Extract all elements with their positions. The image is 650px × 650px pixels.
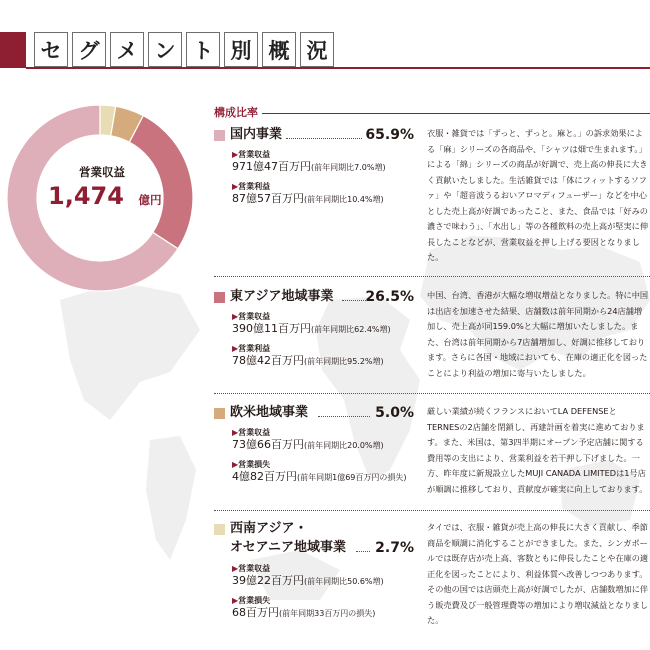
segment-domestic [214, 126, 650, 276]
metric-note: (前年同期比62.4%増) [311, 325, 391, 334]
segment-percentage: 5.0% [375, 405, 414, 421]
donut-center-value: 1,474 [48, 182, 124, 210]
title-char: 別 [224, 32, 258, 67]
title-char: グ [72, 32, 106, 67]
metric-note: (前年同期比10.4%増) [304, 195, 384, 204]
composition-label: 構成比率 [214, 104, 262, 120]
segment-description: 厳しい業績が続くフランスにおいてLA DEFENSEとTERNESの2店舗を閉鎖し、再建計画を着実に進めております。また、米国は、第3四半期にオープン予定店舗に関する費用等の支出により、営業利益を若干押し下げました。一方、昨年度に新規設立したMUJI CANADA LIMITEDは1号店が順調に推移しており、貢献度が確実に向上しております。 [427, 406, 648, 494]
metric-loss: ▶営業損失 4億82百万円(前年同期1億69百万円の損失) [232, 460, 407, 483]
segment-header [214, 288, 414, 306]
metric-value: 390億11百万円 [232, 322, 311, 335]
metric-note: (前年同期比20.0%増) [304, 441, 384, 450]
segment-name-line-2: オセアニア地域事業 [230, 540, 346, 555]
metric-label: 営業損失 [238, 596, 271, 605]
metric-revenue: ▶営業収益 39億22百万円(前年同期比50.6%増) [232, 564, 384, 587]
segment-southwest-asia-oceania [214, 520, 650, 646]
segment-east-asia [214, 288, 650, 393]
metric-label: 営業利益 [238, 344, 271, 353]
metric-value: 971億47百万円 [232, 160, 311, 173]
title-accent-block [0, 32, 26, 68]
title-char: ト [186, 32, 220, 67]
metric-note: (前年同期33百万円の損失) [279, 609, 376, 618]
title-char: ン [148, 32, 182, 67]
segment-name-line-1: 西南アジア・ [230, 521, 308, 536]
segment-color-square [214, 292, 225, 303]
composition-donut-chart [0, 98, 200, 298]
metric-value: 78億42百万円 [232, 354, 304, 367]
leader-dots [286, 138, 362, 139]
segment-name: 東アジア地域事業 [230, 289, 334, 304]
title-underline [26, 67, 650, 69]
metric-revenue: ▶営業収益 73億66百万円(前年同期比20.0%増) [232, 428, 384, 451]
segment-percentage: 65.9% [365, 127, 414, 143]
segment-header [214, 404, 414, 422]
metric-note: (前年同期1億69百万円の損失) [297, 473, 407, 482]
title-char: セ [34, 32, 68, 67]
leader-dots [342, 300, 366, 301]
metric-loss: ▶営業損失 68百万円(前年同期33百万円の損失) [232, 596, 376, 619]
donut-center-unit: 億円 [138, 193, 162, 207]
donut-center-label: 営業収益 [79, 165, 125, 179]
metric-label: 営業収益 [238, 312, 271, 321]
segment-color-square [214, 524, 225, 535]
section-title-bar [0, 32, 650, 70]
segment-percentage: 2.7% [375, 540, 414, 556]
segment-description: 衣服・雑貨では「ずっと、ずっと。麻と。」の訴求効果による「麻」シリーズの各商品や、「シャツは畑で生まれます。」による「綿」シリーズの商品が好調で、売上高の伸長に大きく貢献いたしました。生活雑貨では「体にフィットするソファ」や「超音波うるおいアロマディフューザー」などを中心とした売上高が好調であったこと、また、食品では「好みの濃さで味わう」、「水出し」等の各種飲料の売上高が堅実に伸長したことなどが、営業収益を押し上げる要因となりました。 [427, 128, 649, 262]
metric-value: 4億82百万円 [232, 470, 297, 483]
title-char: 概 [262, 32, 296, 67]
segment-description: 中国、台湾、香港が大幅な増収増益となりました。特に中国は出店を加速させた結果、店舗数は前年同期から24店舗増加し、売上高が同159.0%と大幅に増加いたしました。また、台湾は前年同期から7店舗増加し、好調に推移しております。さらに各国・地域においても、在庫の適正化を図ったことにより利益の増加に寄与いたしました。 [427, 290, 649, 378]
metric-profit: ▶営業利益 87億57百万円(前年同期比10.4%増) [232, 182, 384, 205]
segment-divider [214, 393, 650, 394]
metric-note: (前年同期比95.2%増) [304, 357, 384, 366]
metric-value: 87億57百万円 [232, 192, 304, 205]
donut-slice-1 [129, 116, 193, 249]
segment-header [214, 126, 414, 144]
segment-description: タイでは、衣服・雑貨が売上高の伸長に大きく貢献し、季節商品を順調に消化することができました。また、シンガポールでは既存店が売上高、客数ともに伸長したことや在庫の適正化を図ったことにより、利益体質へ改善しつつあります。その他の国では店頭売上高が好調でしたが、店舗数増加に伴う販売費及び一般管理費等の増加により増収減益となりました。 [427, 522, 649, 625]
segment-percentage: 26.5% [365, 289, 414, 305]
segment-europe-america [214, 404, 650, 509]
segment-color-square [214, 130, 225, 141]
metric-profit: ▶営業利益 78億42百万円(前年同期比95.2%増) [232, 344, 384, 367]
segment-header [214, 520, 414, 558]
segment-name: 欧米地域事業 [230, 405, 309, 420]
metric-value: 68百万円 [232, 606, 279, 619]
metric-revenue: ▶営業収益 390億11百万円(前年同期比62.4%増) [232, 312, 391, 335]
segment-divider [214, 276, 650, 277]
metric-label: 営業収益 [238, 564, 271, 573]
segment-name: 国内事業 [230, 127, 283, 142]
metric-value: 73億66百万円 [232, 438, 304, 451]
composition-rule [214, 113, 650, 114]
segment-divider [214, 510, 650, 511]
metric-label: 営業損失 [238, 460, 271, 469]
segment-color-square [214, 408, 225, 419]
metric-label: 営業収益 [238, 150, 271, 159]
composition-header [200, 104, 650, 120]
metric-revenue: ▶営業収益 971億47百万円(前年同期比7.0%増) [232, 150, 386, 173]
leader-dots [318, 416, 370, 417]
metric-value: 39億22百万円 [232, 574, 304, 587]
metric-label: 営業収益 [238, 428, 271, 437]
title-char: メ [110, 32, 144, 67]
metric-label: 営業利益 [238, 182, 271, 191]
metric-note: (前年同期比50.6%増) [304, 577, 384, 586]
metric-note: (前年同期比7.0%増) [311, 163, 386, 172]
leader-dots [356, 551, 370, 552]
title-char: 況 [300, 32, 334, 67]
